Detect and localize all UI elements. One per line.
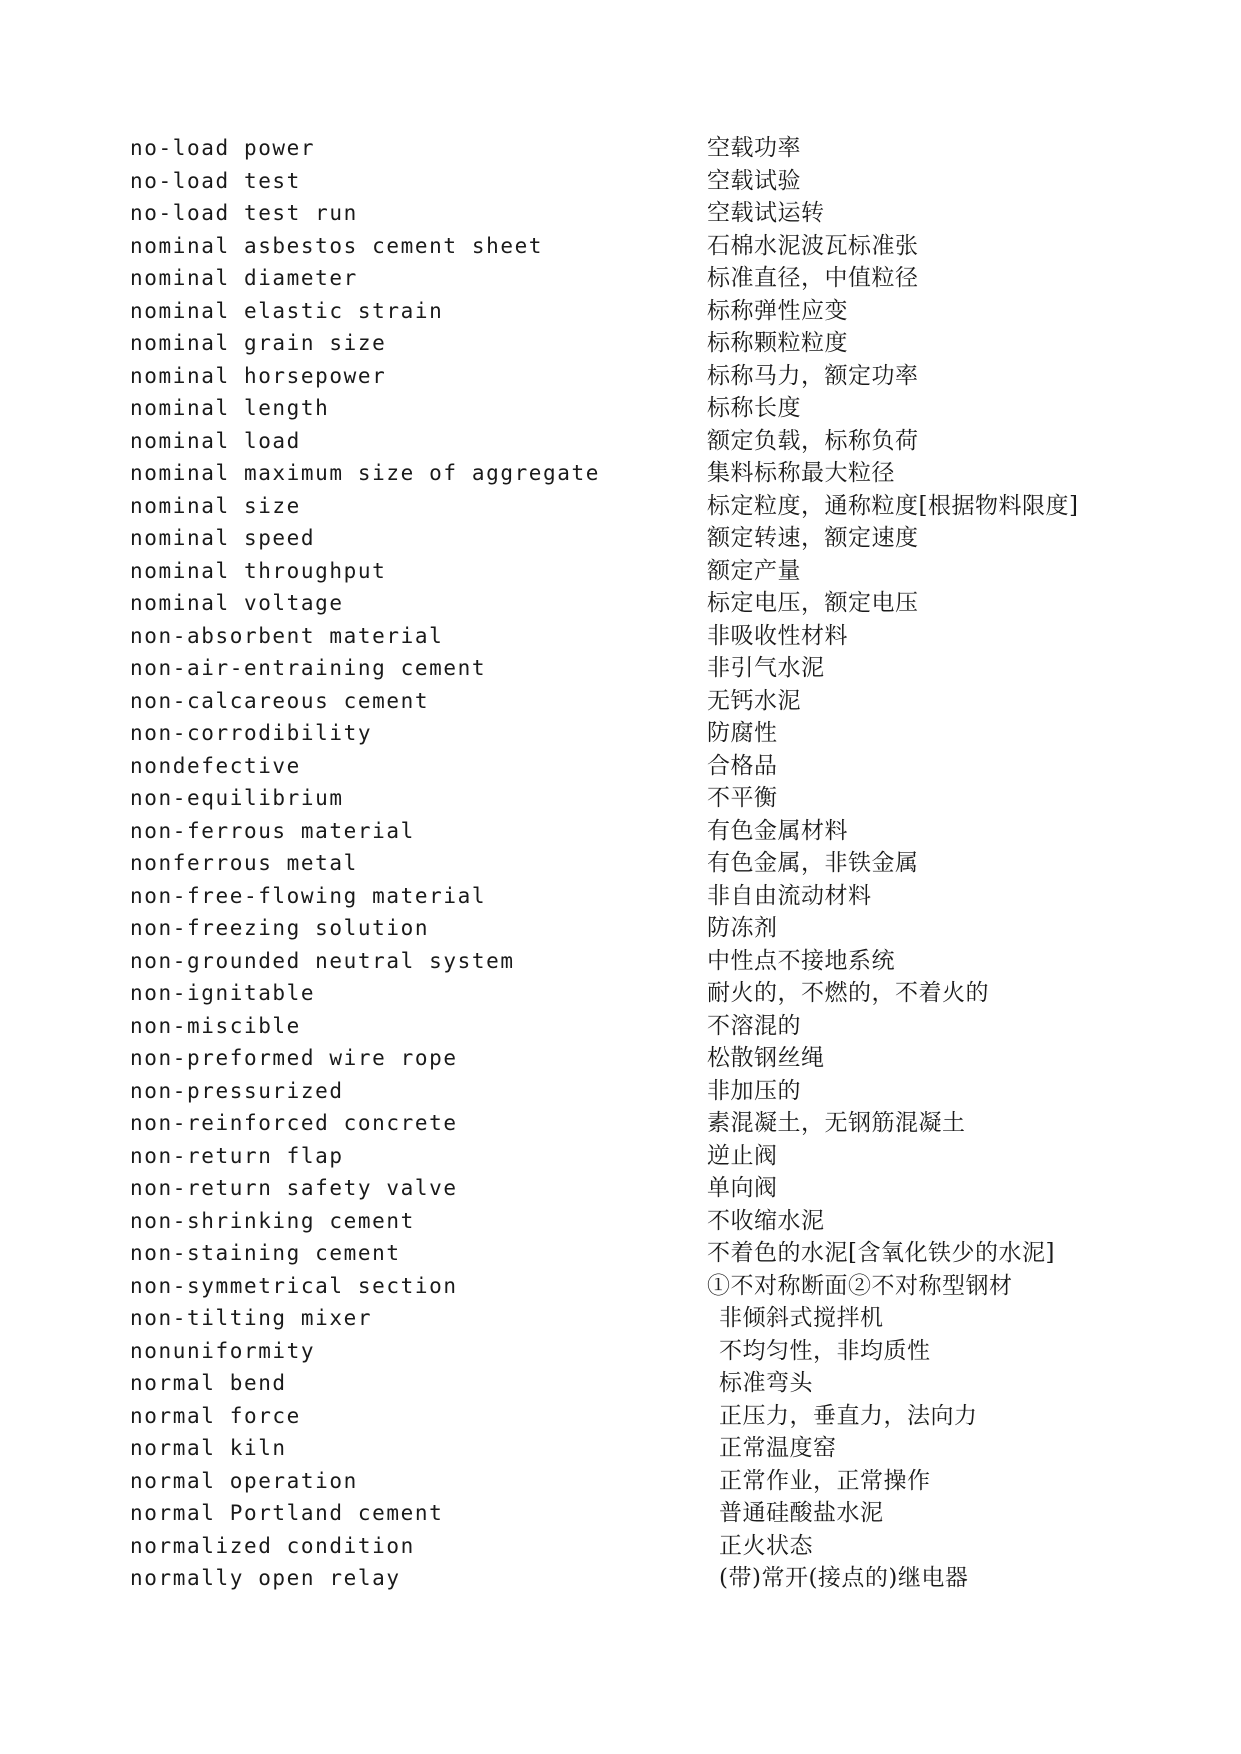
- chinese-definition: 合格品: [707, 752, 778, 779]
- english-term: non-corrodibility: [130, 721, 373, 745]
- english-term: nominal load: [130, 428, 301, 453]
- chinese-definition: 石棉水泥波瓦标准张: [707, 232, 919, 259]
- chinese-definition: 标称颗粒粒度: [707, 330, 848, 356]
- chinese-definition: 逆止阀: [707, 1142, 778, 1169]
- glossary-entry: [130, 425, 1130, 458]
- glossary-entry: [130, 587, 1130, 620]
- english-term: non-return safety valve: [130, 1176, 458, 1200]
- chinese-definition: 正常温度窑: [719, 1435, 837, 1461]
- glossary-entry: [130, 1075, 1130, 1108]
- chinese-definition: 额定产量: [707, 557, 801, 584]
- chinese-definition: 无钙水泥: [707, 687, 801, 714]
- glossary-entry: [130, 230, 1130, 263]
- english-term: non-calcareous cement: [130, 688, 430, 713]
- glossary-entry: [130, 1140, 1130, 1173]
- english-term: nominal size: [130, 493, 301, 518]
- chinese-definition: 正常作业，正常操作: [719, 1467, 931, 1494]
- chinese-definition: 空载试验: [707, 167, 801, 194]
- english-term: normal Portland cement: [130, 1501, 444, 1525]
- chinese-definition: 不着色的水泥[含氧化铁少的水泥]: [707, 1240, 1055, 1266]
- chinese-definition: 防冻剂: [707, 915, 778, 941]
- glossary-entry: [130, 1042, 1130, 1075]
- glossary-entry: [130, 490, 1130, 523]
- english-term: non-return flap: [130, 1143, 344, 1168]
- glossary-entry: [130, 620, 1130, 653]
- english-term: no-load test: [130, 168, 301, 193]
- glossary-entry: [130, 977, 1130, 1010]
- chinese-definition: 耐火的，不燃的，不着火的: [707, 980, 989, 1006]
- glossary-entry: [130, 1302, 1130, 1335]
- glossary-entry: [130, 717, 1130, 750]
- glossary-entry: [130, 522, 1130, 555]
- english-term: non-air-entraining cement: [130, 656, 487, 680]
- english-term: nominal elastic strain: [130, 298, 444, 323]
- english-term: nominal throughput: [130, 558, 387, 583]
- chinese-definition: 不收缩水泥: [707, 1207, 825, 1234]
- chinese-definition: 标定粒度，通称粒度[根据物料限度]: [707, 492, 1079, 519]
- glossary-entry: [130, 1432, 1130, 1465]
- english-term: nominal horsepower: [130, 363, 387, 388]
- glossary-entry: [130, 392, 1130, 425]
- english-term: non-freezing solution: [130, 916, 430, 940]
- english-term: normal force: [130, 1403, 301, 1428]
- glossary-entry: [130, 1497, 1130, 1530]
- glossary-entry: [130, 165, 1130, 198]
- chinese-definition: 标称弹性应变: [707, 297, 848, 324]
- glossary-entry: [130, 945, 1130, 978]
- english-term: nondefective: [130, 753, 301, 778]
- glossary-entry: [130, 685, 1130, 718]
- chinese-definition: 非引气水泥: [707, 655, 825, 681]
- english-term: non-reinforced concrete: [130, 1111, 458, 1135]
- glossary-entry: [130, 132, 1130, 165]
- glossary-entry: [130, 555, 1130, 588]
- english-term: non-miscible: [130, 1013, 301, 1038]
- chinese-definition: 不平衡: [707, 785, 778, 811]
- glossary-entry: [130, 1270, 1130, 1303]
- chinese-definition: 标准直径，中值粒径: [707, 265, 919, 291]
- glossary-entry: [130, 782, 1130, 815]
- chinese-definition: ①不对称断面②不对称型钢材: [707, 1272, 1013, 1299]
- chinese-definition: 非倾斜式搅拌机: [719, 1305, 884, 1331]
- english-term: nonuniformity: [130, 1338, 316, 1363]
- glossary-entry: [130, 262, 1130, 295]
- english-term: nominal speed: [130, 526, 316, 550]
- english-term: non-equilibrium: [130, 786, 344, 810]
- chinese-definition: 集料标称最大粒径: [707, 460, 895, 486]
- chinese-definition: 普通硅酸盐水泥: [719, 1500, 884, 1526]
- chinese-definition: 正火状态: [719, 1532, 813, 1559]
- english-term: non-symmetrical section: [130, 1273, 458, 1298]
- chinese-definition: 额定负载，标称负荷: [707, 427, 919, 454]
- glossary-entry: [130, 815, 1130, 848]
- chinese-definition: 正压力，垂直力，法向力: [719, 1402, 978, 1429]
- chinese-definition: 有色金属，非铁金属: [707, 850, 919, 876]
- glossary-entry: [130, 197, 1130, 230]
- english-term: normalized condition: [130, 1533, 415, 1558]
- english-term: nominal maximum size of aggregate: [130, 461, 601, 485]
- english-term: non-grounded neutral system: [130, 948, 515, 973]
- glossary-entry: [130, 1010, 1130, 1043]
- glossary-entry: [130, 1107, 1130, 1140]
- chinese-definition: 标定电压，额定电压: [707, 590, 919, 616]
- glossary-entry: [130, 652, 1130, 685]
- chinese-definition: 非加压的: [707, 1077, 801, 1104]
- english-term: nominal asbestos cement sheet: [130, 233, 544, 258]
- glossary-entry: [130, 457, 1130, 490]
- chinese-definition: 非吸收性材料: [707, 622, 848, 649]
- english-term: normal operation: [130, 1468, 358, 1493]
- english-term: normal bend: [130, 1371, 287, 1395]
- glossary-entry: [130, 327, 1130, 360]
- glossary-entry: [130, 880, 1130, 913]
- glossary-entry: [130, 1172, 1130, 1205]
- english-term: non-preformed wire rope: [130, 1046, 458, 1070]
- glossary-entry: [130, 847, 1130, 880]
- chinese-definition: 额定转速，额定速度: [707, 525, 919, 551]
- glossary-entry: [130, 1562, 1130, 1595]
- chinese-definition: 素混凝土，无钢筋混凝土: [707, 1110, 966, 1136]
- glossary-entry: [130, 1205, 1130, 1238]
- glossary-entry: [130, 1400, 1130, 1433]
- glossary-entry: [130, 912, 1130, 945]
- chinese-definition: 中性点不接地系统: [707, 947, 895, 974]
- glossary-entry: [130, 1530, 1130, 1563]
- glossary-entry: [130, 295, 1130, 328]
- chinese-definition: 空载试运转: [707, 200, 825, 226]
- english-term: non-free-flowing material: [130, 883, 487, 908]
- chinese-definition: 不溶混的: [707, 1012, 801, 1039]
- english-term: nonferrous metal: [130, 851, 358, 875]
- english-term: normally open relay: [130, 1566, 401, 1590]
- chinese-definition: 标称长度: [707, 395, 801, 421]
- chinese-definition: 不均匀性，非均质性: [719, 1337, 931, 1364]
- english-term: normal kiln: [130, 1436, 287, 1460]
- english-term: nominal voltage: [130, 591, 344, 615]
- english-term: non-shrinking cement: [130, 1208, 415, 1233]
- glossary-entry: [130, 1465, 1130, 1498]
- english-term: non-absorbent material: [130, 623, 444, 648]
- chinese-definition: 标准弯头: [719, 1370, 813, 1396]
- glossary-entry: [130, 1335, 1130, 1368]
- chinese-definition: 单向阀: [707, 1175, 778, 1201]
- english-term: non-tilting mixer: [130, 1306, 373, 1330]
- english-term: nominal diameter: [130, 266, 358, 290]
- chinese-definition: 空载功率: [707, 135, 801, 161]
- chinese-definition: 有色金属材料: [707, 817, 848, 844]
- english-term: no-load power: [130, 136, 316, 160]
- chinese-definition: 防腐性: [707, 720, 778, 746]
- english-term: non-staining cement: [130, 1241, 401, 1265]
- glossary-entry: [130, 1237, 1130, 1270]
- english-term: non-ferrous material: [130, 818, 415, 843]
- english-term: no-load test run: [130, 201, 358, 225]
- chinese-definition: 标称马力，额定功率: [707, 362, 919, 389]
- glossary-entry: [130, 1367, 1130, 1400]
- glossary-list: [130, 132, 1130, 1595]
- glossary-entry: [130, 750, 1130, 783]
- english-term: nominal length: [130, 396, 330, 420]
- chinese-definition: 非自由流动材料: [707, 882, 872, 909]
- english-term: non-ignitable: [130, 981, 316, 1005]
- english-term: non-pressurized: [130, 1078, 344, 1103]
- chinese-definition: (带)常开(接点的)继电器: [719, 1565, 969, 1591]
- chinese-definition: 松散钢丝绳: [707, 1045, 825, 1071]
- english-term: nominal grain size: [130, 331, 387, 355]
- glossary-entry: [130, 360, 1130, 393]
